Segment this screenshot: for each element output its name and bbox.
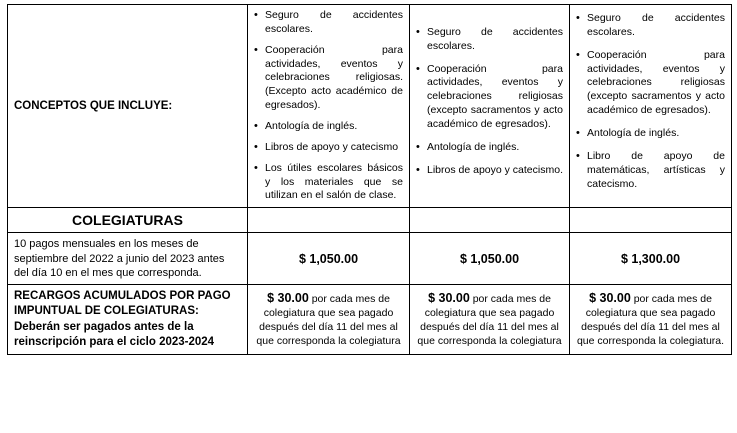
surcharge-text-c: por cada mes de colegiatura que sea pagado después del día 11 del mes al que corresponda la colegiatura — [417, 293, 562, 347]
section-title-spacer-c — [410, 208, 570, 233]
list-item: • Cooperación para actividades, eventos y celebraciones religiosas (excepto sacramentos y acto académico de egresados). — [576, 49, 725, 118]
concepts-label-cell: CONCEPTOS QUE INCLUYE: — [8, 5, 248, 208]
surcharge-amount-c: $ 30.00 — [428, 291, 470, 306]
table-row-monthly — [8, 233, 732, 285]
list-item: • Cooperación para actividades, eventos y celebraciones religiosas (excepto sacramentos y acto académico de egresados). — [416, 63, 563, 132]
document-sheet — [0, 4, 737, 433]
section-title-colegiaturas: COLEGIATURAS — [8, 208, 248, 233]
concepts-column-d — [570, 5, 732, 208]
list-item: • Seguro de accidentes escolares. — [254, 9, 403, 37]
surcharge-text-d: por cada mes de colegiatura que sea pagado después del día 11 del mes al que corresponda la colegiatura. — [576, 293, 725, 347]
surcharge-cell-b — [248, 285, 410, 355]
list-item: • Los útiles escolares básicos y los materiales que se utilizan en el salón de clase. — [254, 162, 403, 204]
list-item: • Antología de inglés. — [416, 141, 563, 155]
list-item: • Libro de apoyo de matemáticas, artísticas y catecismo. — [576, 150, 725, 192]
list-item: • Libros de apoyo y catecismo. — [416, 164, 563, 178]
surcharge-text-b: por cada mes de colegiatura que sea pagado después del día 11 del mes al que corresponda la colegiatura — [256, 293, 401, 347]
section-title-spacer-d — [570, 208, 732, 233]
table-row-surcharges — [8, 285, 732, 355]
section-title-spacer-b — [248, 208, 410, 233]
concepts-column-b — [248, 5, 410, 208]
surcharge-amount-b: $ 30.00 — [267, 291, 309, 306]
concepts-list-d — [576, 12, 725, 191]
table-row-concepts — [8, 5, 732, 208]
tuition-fee-table — [7, 4, 732, 355]
surcharge-cell-d — [570, 285, 732, 355]
list-item: • Seguro de accidentes escolares. — [576, 12, 725, 40]
monthly-amount-c: $ 1,050.00 — [410, 233, 570, 285]
list-item: • Libros de apoyo y catecismo — [254, 141, 403, 155]
surcharge-cell-c — [410, 285, 570, 355]
monthly-amount-d: $ 1,300.00 — [570, 233, 732, 285]
list-item: • Antología de inglés. — [576, 127, 725, 141]
list-item: • Seguro de accidentes escolares. — [416, 26, 563, 54]
surcharge-amount-d: $ 30.00 — [589, 291, 631, 306]
concepts-column-c — [410, 5, 570, 208]
list-item: • Antología de inglés. — [254, 120, 403, 134]
table-row-section-title — [8, 208, 732, 233]
concepts-list-c — [416, 26, 563, 178]
list-item: • Cooperación para actividades, eventos y celebraciones religiosas. (Excepto acto académico de egresados). — [254, 44, 403, 113]
surcharge-label-cell: RECARGOS ACUMULADOS POR PAGO IMPUNTUAL DE COLEGIATURAS: Deberán ser pagados antes de la reinscripción para el ciclo 2023-2024 — [8, 285, 248, 355]
monthly-amount-b: $ 1,050.00 — [248, 233, 410, 285]
monthly-description-cell: 10 pagos mensuales en los meses de septiembre del 2022 a junio del 2023 antes del día 10 en el mes que corresponda. — [8, 233, 248, 285]
concepts-list-b — [254, 9, 403, 203]
